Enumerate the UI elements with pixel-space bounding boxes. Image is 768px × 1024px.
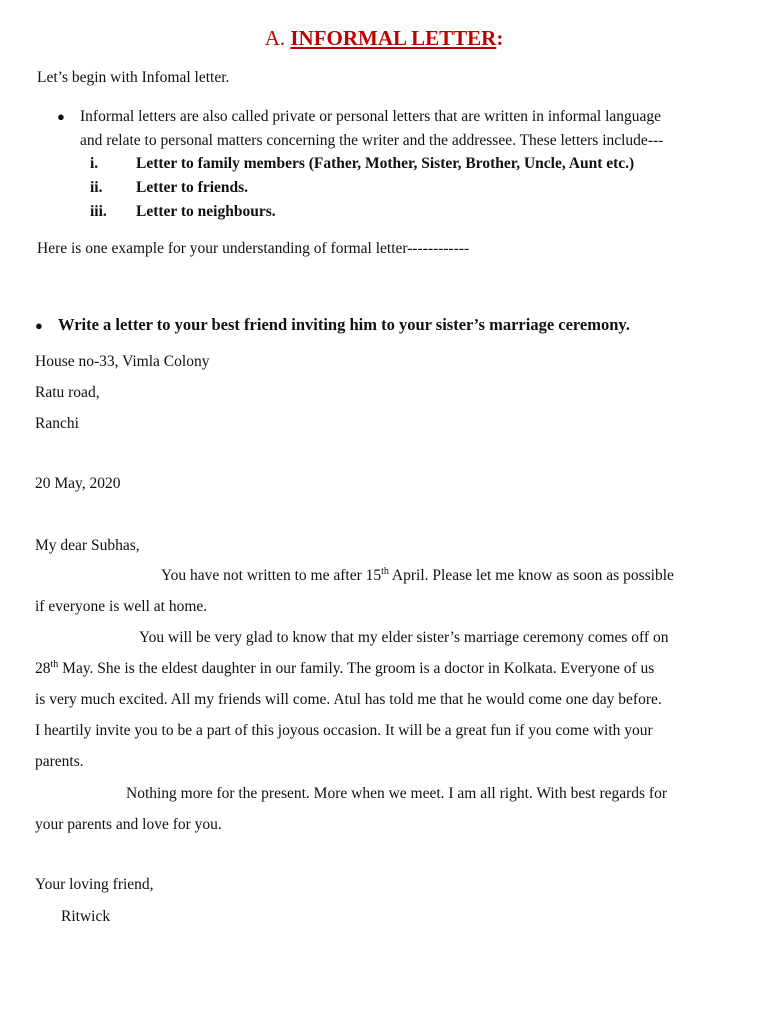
para2-line3: is very much excited. All my friends will come. Atul has told me that he would come one day before.: [35, 691, 662, 708]
address-line-3: Ranchi: [35, 415, 79, 432]
title-suffix: :: [496, 26, 504, 50]
title-prefix: A.: [264, 26, 286, 50]
intro-text: Let’s begin with Infomal letter.: [37, 69, 230, 86]
list-item-1: Letter to family members (Father, Mother, Sister, Brother, Uncle, Aunt etc.): [136, 155, 635, 172]
para1-line1: You have not written to me after 15th April. Please let me know as soon as possible: [161, 565, 674, 584]
list-num-2: ii.: [90, 179, 103, 196]
para3-line2: your parents and love for you.: [35, 816, 222, 833]
para2-line4: I heartily invite you to be a part of this joyous occasion. It will be a great fun if you come with your: [35, 722, 653, 739]
letter-date: 20 May, 2020: [35, 475, 121, 492]
bullet-text-line2: and relate to personal matters concerning the writer and the addressee. These letters include---: [80, 132, 664, 149]
closing: Your loving friend,: [35, 876, 154, 893]
para3-line1: Nothing more for the present. More when we meet. I am all right. With best regards for: [126, 785, 668, 802]
page-title: [0, 26, 768, 51]
para2-line2: 28th May. She is the eldest daughter in our family. The groom is a doctor in Kolkata. Everyone of us: [35, 658, 655, 677]
para2-line5: parents.: [35, 753, 84, 770]
signature: Ritwick: [61, 908, 111, 925]
para1-line2: if everyone is well at home.: [35, 598, 208, 615]
list-item-3: Letter to neighbours.: [136, 203, 276, 220]
salutation: My dear Subhas,: [35, 537, 140, 554]
list-item-2: Letter to friends.: [136, 179, 249, 196]
task-bullet-dot: ●: [35, 318, 43, 333]
task-heading: Write a letter to your best friend inviting him to your sister’s marriage ceremony.: [58, 315, 630, 334]
bullet-text-line1: Informal letters are also called private or personal letters that are written in informal language: [80, 108, 662, 125]
title-main: INFORMAL LETTER: [290, 26, 497, 50]
para2-line1: You will be very glad to know that my elder sister’s marriage ceremony comes off on: [139, 629, 669, 646]
list-num-3: iii.: [90, 203, 107, 220]
example-note: Here is one example for your understanding of formal letter------------: [37, 240, 470, 257]
address-line-2: Ratu road,: [35, 384, 100, 401]
address-line-1: House no-33, Vimla Colony: [35, 353, 210, 370]
list-num-1: i.: [90, 155, 99, 172]
bullet-dot: ●: [57, 109, 65, 124]
